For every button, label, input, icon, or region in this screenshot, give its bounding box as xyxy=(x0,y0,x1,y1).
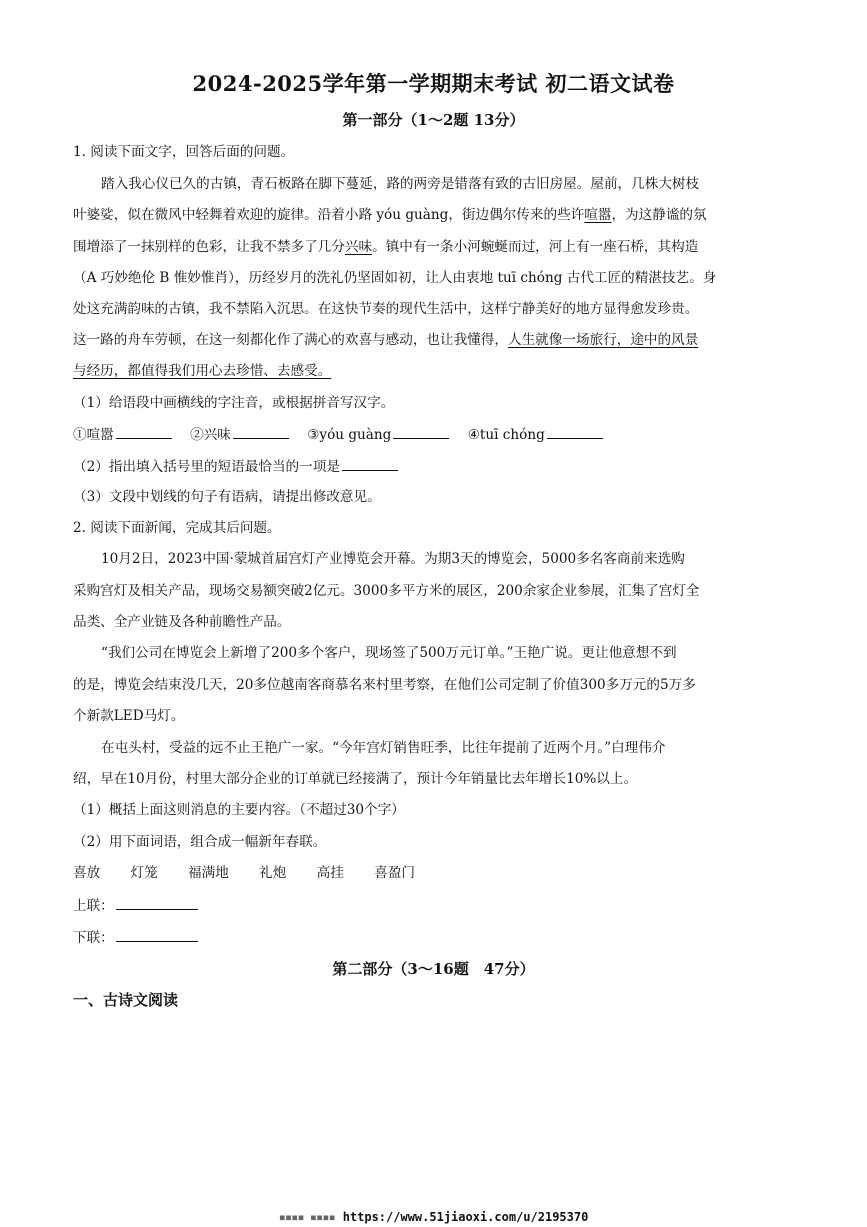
underlined-word-xuanxiao: 喧嚣 xyxy=(584,207,612,223)
q2-stem: 2. 阅读下面新闻，完成其后问题。 xyxy=(73,520,281,536)
q1-passage-line: 围增添了一抹别样的色彩，让我不禁多了几分兴味。镇中有一条小河蜿蜒而过，河上有一座石桥，其构造 xyxy=(73,239,699,255)
q1-sub2: （2）指出填入括号里的短语最恰当的一项是 xyxy=(73,456,723,477)
part2-heading: 第二部分（3～16题 47分） xyxy=(332,960,535,978)
answer-blank[interactable] xyxy=(233,424,289,439)
couplet-word: 灯笼 xyxy=(130,865,158,881)
q2-news-line: 10月2日，2023中国·蒙城首届宫灯产业博览会开幕。为期3天的博览会，5000多名客商前来选购 xyxy=(101,551,685,567)
q1-fill-blanks: ①喧嚣 ②兴味 ③yóu guàng ④tuī chóng xyxy=(73,424,723,445)
page-footer xyxy=(0,1210,867,1224)
q1-passage-line xyxy=(73,361,723,381)
footer-mark: ▪▪▪▪ ▪▪▪▪ xyxy=(278,1210,335,1224)
part1-heading: 第一部分（1～2题 13分） xyxy=(342,111,525,129)
answer-blank[interactable] xyxy=(547,424,603,439)
q2-news-line: 绍，早在10月份，村里大部分企业的订单就已经接满了，预计今年销量比去年增长10%以上。 xyxy=(73,771,638,787)
q2-news-line: 个新款LED马灯。 xyxy=(73,708,185,724)
footer-url[interactable]: https://www.51jiaoxi.com/u/2195370 xyxy=(342,1210,589,1224)
q2-news-line: 品类、全产业链及各种前瞻性产品。 xyxy=(73,614,291,630)
section-heading: 一、古诗文阅读 xyxy=(73,991,179,1009)
answer-blank[interactable] xyxy=(116,424,172,439)
q1-passage-line: （A 巧妙绝伦 B 惟妙惟肖），历经岁月的洗礼仍坚固如初，让人由衷地 tuī chóng 古代工匠的精湛技艺。身 xyxy=(73,270,717,286)
q1-passage-line: 叶婆娑，似在微风中轻舞着欢迎的旋律。沿着小路 yóu guàng，街边偶尔传来的些许喧嚣，为这静谧的氛 xyxy=(73,207,707,223)
underlined-word-xingwei: 兴味 xyxy=(344,239,373,255)
q1-passage-line: 踏入我心仪已久的古镇，青石板路在脚下蔓延，路的两旁是错落有致的古旧房屋。屋前，几株大树枝 xyxy=(101,176,700,192)
answer-blank[interactable] xyxy=(393,424,449,439)
q1-sub3: （3）文段中划线的句子有语病，请提出修改意见。 xyxy=(73,489,381,505)
couplet-word-list xyxy=(73,863,723,883)
q1-sub1: （1）给语段中画横线的字注音，或根据拼音写汉字。 xyxy=(73,395,395,411)
couplet-word: 福满地 xyxy=(188,865,229,881)
answer-blank[interactable] xyxy=(116,927,198,942)
lower-couplet: 下联： xyxy=(73,927,723,948)
upper-couplet: 上联： xyxy=(73,895,723,916)
underlined-sentence: 与经历，都值得我们用心去珍惜、去感受。 xyxy=(73,363,332,379)
couplet-word: 喜盈门 xyxy=(374,865,415,881)
couplet-word: 喜放 xyxy=(73,865,101,881)
q2-sub1: （1）概括上面这则消息的主要内容。（不超过30个字） xyxy=(73,802,405,818)
exam-title: 2024-2025学年第一学期期末考试 初二语文试卷 xyxy=(192,71,675,96)
q2-news-line: 采购宫灯及相关产品，现场交易额突破2亿元。3000多平方米的展区，200余家企业参展，汇集了宫灯全 xyxy=(73,583,700,599)
q2-news-line: 的是，博览会结束没几天，20多位越南客商慕名来村里考察，在他们公司定制了价值300多万元的5万多 xyxy=(73,677,696,693)
q1-passage-line: 处这充满韵味的古镇，我不禁陷入沉思。在这快节奏的现代生活中，这样宁静美好的地方显得愈发珍贵。 xyxy=(73,301,699,317)
q1-passage-line: 这一路的舟车劳顿，在这一刻都化作了满心的欢喜与感动，也让我懂得，人生就像一场旅行，途中的风景 xyxy=(73,332,699,348)
q2-sub2: （2）用下面词语，组合成一幅新年春联。 xyxy=(73,834,327,850)
couplet-word: 礼炮 xyxy=(259,865,287,881)
underlined-sentence: 人生就像一场旅行，途中的风景 xyxy=(508,332,699,348)
q1-stem: 1. 阅读下面文字，回答后面的问题。 xyxy=(73,144,295,160)
q2-news-line: “我们公司在博览会上新增了200多个客户，现场签了500万元订单。”王艳广说。更让他意想不到 xyxy=(101,645,677,661)
answer-blank[interactable] xyxy=(342,456,398,471)
q2-news-line: 在屯头村，受益的远不止王艳广一家。“今年宫灯销售旺季，比往年提前了近两个月。”白理伟介 xyxy=(101,740,666,756)
answer-blank[interactable] xyxy=(116,895,198,910)
couplet-word: 高挂 xyxy=(316,865,344,881)
